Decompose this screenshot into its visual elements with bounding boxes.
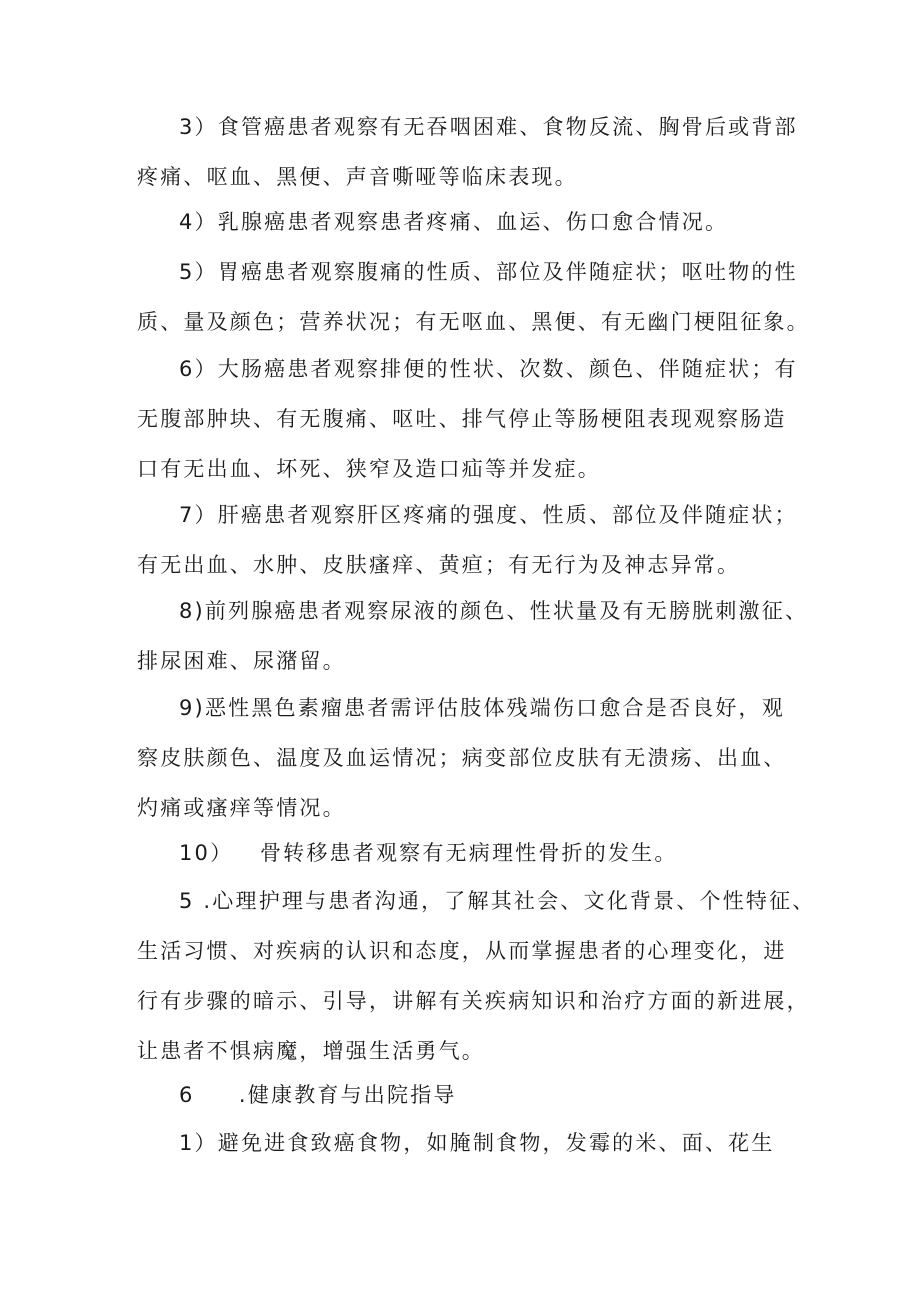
paragraph-bone-metastasis [137, 828, 797, 878]
paragraph-colorectal-cancer [137, 344, 797, 494]
text-line: 行有步骤的暗示、引导，讲解有关疾病知识和治疗方面的新进展， [137, 989, 810, 1013]
paragraph-melanoma [137, 683, 797, 833]
text-line: 生活习惯、对疾病的认识和态度，从而掌握患者的心理变化，进 [137, 939, 787, 963]
paragraph-esophageal-cancer [137, 102, 797, 202]
text-line: 8)前列腺癌患者观察尿液的颜色、性状量及有无膀胱刺激征、 [179, 599, 809, 623]
text-line: 6）大肠癌患者观察排便的性状、次数、颜色、伴随症状；有 [179, 357, 798, 381]
paragraph-liver-cancer [137, 490, 797, 590]
text-line: 1）避免进食致癌食物，如腌制食物，发霉的米、面、花生 [179, 1131, 775, 1155]
section-health-education-heading [137, 1070, 797, 1120]
text-line: 疼痛、呕血、黑便、声音嘶哑等临床表现。 [137, 165, 578, 189]
text-line: 7）肝癌患者观察肝区疼痛的强度、性质、部位及伴随症状； [179, 503, 798, 527]
text-line: 口有无出血、坏死、狭窄及造口疝等并发症。 [137, 457, 601, 481]
text-line: 9)恶性黑色素瘤患者需评估肢体残端伤口愈合是否良好，观 [179, 696, 785, 720]
text-line: 排尿困难、尿潴留。 [137, 649, 346, 673]
text-line: 无腹部肿块、有无腹痛、呕吐、排气停止等肠梗阻表现观察肠造 [137, 407, 787, 431]
text-line: 灼痛或瘙痒等情况。 [137, 796, 346, 820]
text-line: 6 .健康教育与出院指导 [179, 1083, 457, 1107]
text-line: 有无出血、水肿、皮肤瘙痒、黄疸；有无行为及神志异常。 [137, 553, 741, 577]
text-line: 让患者不惧病魔，增强生活勇气。 [137, 1039, 485, 1063]
paragraph-prostate-cancer [137, 586, 809, 686]
paragraph-breast-cancer [137, 197, 797, 247]
text-line: 3）食管癌患者观察有无吞咽困难、食物反流、胸骨后或背部 [179, 115, 798, 139]
section-psychological-care [137, 876, 816, 1076]
text-line: 4）乳腺癌患者观察患者疼痛、血运、伤口愈合情况。 [179, 210, 729, 234]
paragraph-avoid-carcinogenic-food [137, 1118, 797, 1168]
text-line: 5）胃癌患者观察腹痛的性质、部位及伴随症状；呕吐物的性 [179, 260, 798, 284]
text-line: 5 .心理护理与患者沟通，了解其社会、文化背景、个性特征、 [179, 889, 816, 913]
paragraph-gastric-cancer [137, 247, 810, 347]
text-line: 质、量及颜色；营养状况；有无呕血、黑便、有无幽门梗阻征象。 [137, 310, 810, 334]
text-line: 10） 骨转移患者观察有无病理性骨折的发生。 [179, 841, 678, 865]
text-line: 察皮肤颜色、温度及血运情况；病变部位皮肤有无溃疡、出血、 [137, 746, 787, 770]
